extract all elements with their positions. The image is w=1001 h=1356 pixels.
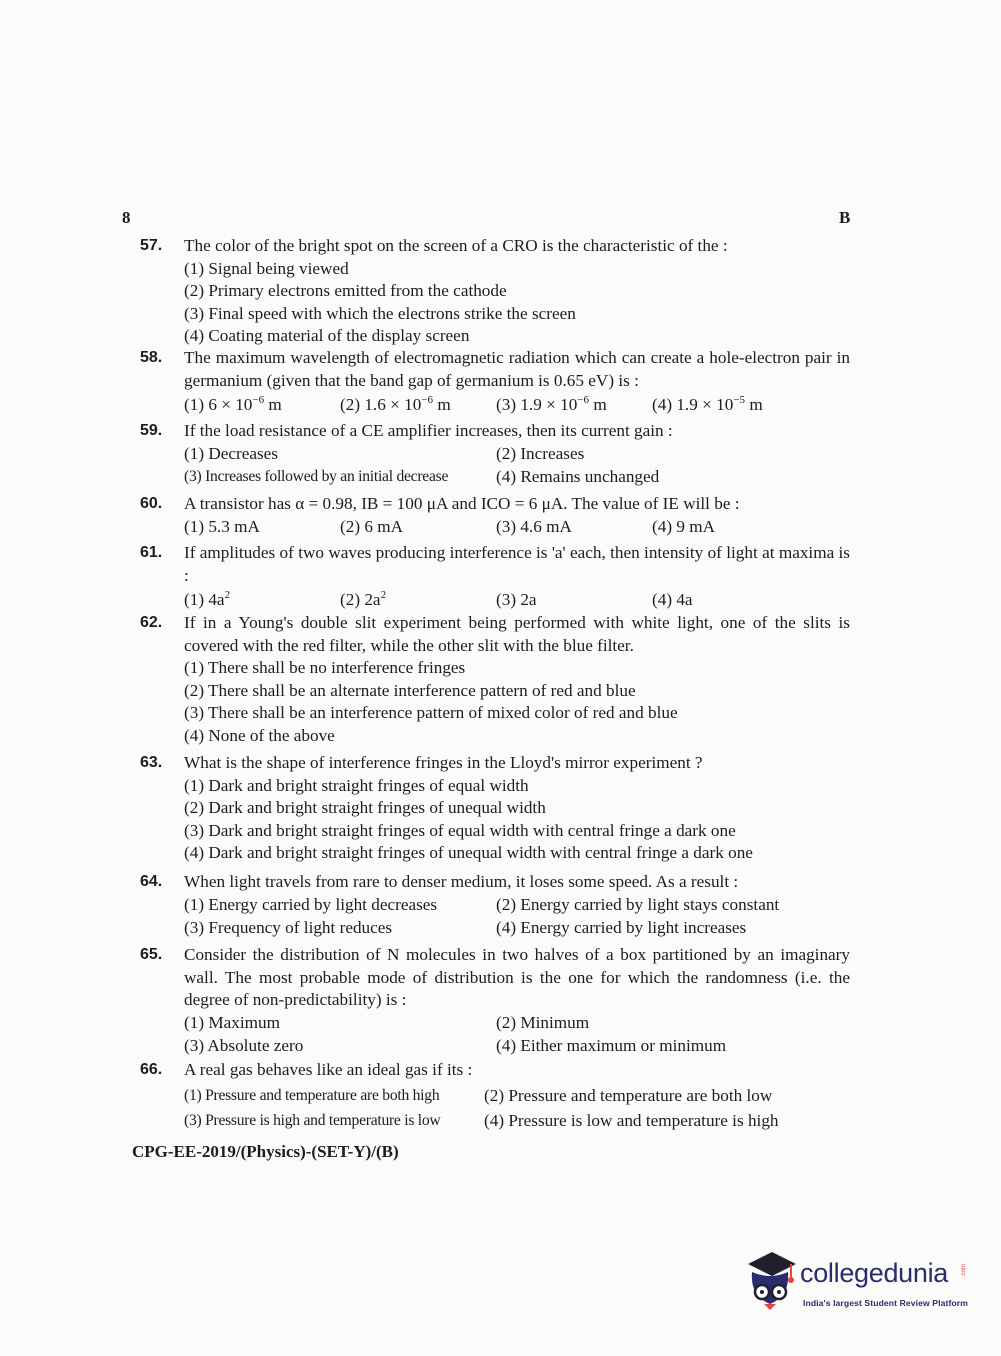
question-text: If in a Young's double slit experiment being performed with white light, one of the slits is covered with the red filter, while the other slit with the blue filter.	[184, 613, 850, 655]
option: (1) Maximum	[184, 1012, 280, 1032]
option: (4) $1.9 \times 10^{-5}$ m	[652, 394, 763, 414]
option: (2) Increases	[496, 443, 585, 463]
option: (1) Signal being viewed	[184, 258, 349, 278]
question-text: When light travels from rare to denser medium, it loses some speed. As a result :	[184, 872, 739, 891]
question-text: A real gas behaves like an ideal gas if its :	[184, 1060, 473, 1079]
logo-wordmark: collegedunia	[800, 1258, 949, 1288]
question-number: 63.	[140, 754, 163, 771]
question-60	[140, 493, 850, 539]
option: (3) There shall be an interference pattern of mixed color of red and blue	[184, 703, 678, 722]
question-number: 65.	[140, 946, 163, 963]
option: (2) Minimum	[496, 1012, 590, 1032]
set-code: B	[839, 208, 851, 227]
option: (3) Frequency of light reduces	[184, 917, 393, 937]
question-text: If amplitudes of two waves producing interference is 'a' each, then intensity of light at maxima is :	[184, 543, 850, 585]
option: (2) $2a^2$	[340, 589, 387, 609]
option: (4) Dark and bright straight fringes of unequal width with central fringe a dark one	[184, 843, 753, 862]
option: (4) Energy carried by light increases	[496, 917, 747, 937]
question-59	[140, 420, 850, 489]
question-text: If the load resistance of a CE amplifier increases, then its current gain :	[184, 421, 673, 440]
option: (1) $6 \times 10^{-6}$ m	[184, 394, 282, 414]
exam-code: CPG-EE-2019/(Physics)-(SET-Y)/(B)	[132, 1142, 399, 1161]
option: (2) Energy carried by light stays constant	[496, 894, 780, 914]
question-number: 61.	[140, 544, 163, 561]
option: (4) 4a	[652, 590, 693, 609]
option: (3) $1.9 \times 10^{-6}$ m	[496, 394, 607, 414]
option: (2) 6 mA	[340, 516, 404, 536]
question-63	[140, 752, 850, 865]
collegedunia-logo	[742, 1246, 972, 1320]
option: (1) 5.3 mA	[184, 516, 260, 536]
question-66	[140, 1059, 850, 1133]
option: (2) There shall be an alternate interference pattern of red and blue	[184, 680, 636, 700]
option: (4) Pressure is low and temperature is high	[484, 1110, 779, 1130]
option: (2) Dark and bright straight fringes of unequal width	[184, 798, 546, 817]
question-text: The color of the bright spot on the screen of a CRO is the characteristic of the :	[184, 236, 728, 255]
option: (1) Dark and bright straight fringes of equal width	[184, 775, 529, 795]
question-text: What is the shape of interference fringes in the Lloyd's mirror experiment ?	[184, 753, 703, 772]
option: (3) Increases followed by an initial decrease	[184, 467, 449, 485]
option: (3) Final speed with which the electrons strike the screen	[184, 303, 576, 323]
option: (1) Decreases	[184, 443, 278, 463]
option: (1) Energy carried by light decreases	[184, 894, 438, 914]
question-61	[140, 542, 850, 612]
question-65	[140, 944, 850, 1058]
page-number: 8	[122, 208, 131, 227]
question-number: 60.	[140, 495, 163, 512]
question-57	[140, 235, 850, 348]
option: (1) There shall be no interference fringes	[184, 658, 466, 677]
question-62	[140, 612, 850, 747]
question-64	[140, 871, 850, 940]
question-number: 58.	[140, 349, 163, 366]
option: (4) Remains unchanged	[496, 466, 660, 486]
option: (1) Pressure and temperature are both high	[184, 1086, 440, 1104]
option: (2) Pressure and temperature are both low	[484, 1085, 773, 1105]
question-number: 64.	[140, 873, 163, 890]
option: (4) None of the above	[184, 725, 335, 745]
option: (3) 2a	[496, 590, 537, 609]
option: (3) 4.6 mA	[496, 516, 572, 536]
question-number: 62.	[140, 614, 163, 631]
logo-suffix: .com	[961, 1264, 967, 1278]
question-text: Consider the distribution of N molecules in two halves of a box partitioned by an imaginary wall. The most probable mode of distribution is the one for which the randomness (i.e. the degree of non-predictability) is :	[184, 945, 850, 1009]
option: (1) $4a^2$	[184, 589, 231, 609]
mascot-icon	[742, 1246, 800, 1320]
question-text: A transistor has α = 0.98, IB = 100 μA and ICO = 6 μA. The value of IE will be :	[184, 494, 740, 513]
question-number: 57.	[140, 237, 163, 254]
logo-tagline: India's largest Student Review Platform	[803, 1298, 968, 1308]
question-58	[140, 347, 850, 417]
option: (2) Primary electrons emitted from the cathode	[184, 281, 507, 300]
option: (3) Pressure is high and temperature is low	[184, 1111, 441, 1129]
option: (3) Absolute zero	[184, 1035, 304, 1055]
option: (4) Either maximum or minimum	[496, 1035, 727, 1055]
option: (4) 9 mA	[652, 516, 716, 536]
option: (3) Dark and bright straight fringes of equal width with central fringe a dark one	[184, 820, 736, 840]
question-number: 66.	[140, 1061, 163, 1078]
question-text: The maximum wavelength of electromagnetic radiation which can create a hole-electron pair in germanium (given that the band gap of germanium is 0.65 eV) is :	[184, 348, 850, 390]
option: (2) $1.6 \times 10^{-6}$ m	[340, 394, 451, 414]
option: (4) Coating material of the display screen	[184, 326, 470, 345]
question-number: 59.	[140, 422, 163, 439]
